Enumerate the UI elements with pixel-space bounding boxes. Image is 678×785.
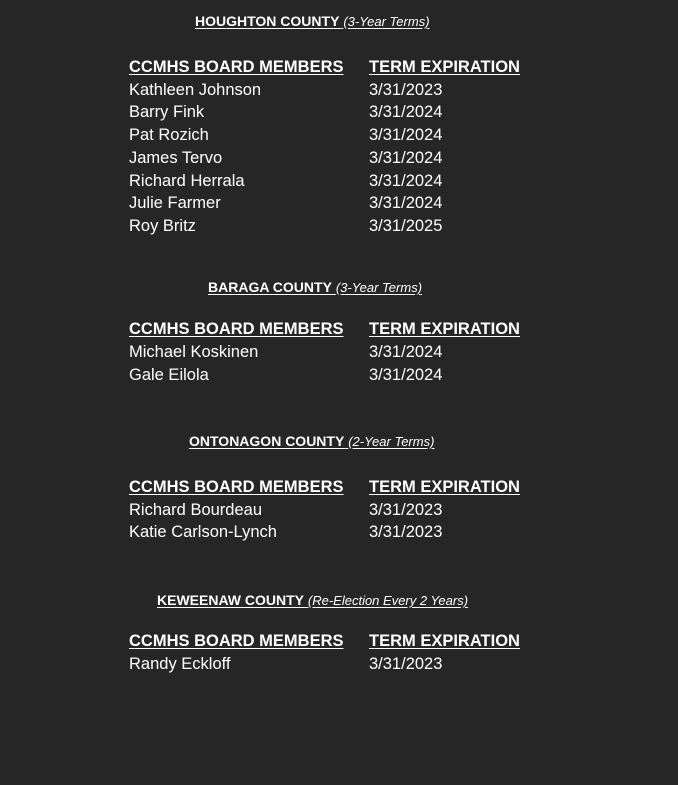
member-row <box>129 170 549 193</box>
member-expiration: 3/31/2024 <box>369 126 443 144</box>
member-expiration: 3/31/2023 <box>369 523 443 541</box>
member-expiration: 3/31/2023 <box>369 655 443 673</box>
member-row <box>129 215 549 238</box>
county-name: BARAGA COUNTY <box>208 279 332 295</box>
member-name: Michael Koskinen <box>129 343 259 361</box>
member-name: James Tervo <box>129 149 223 167</box>
member-row <box>129 192 549 215</box>
member-expiration: 3/31/2024 <box>369 172 443 190</box>
member-expiration: 3/31/2024 <box>369 149 443 167</box>
county-title <box>195 12 430 31</box>
expiration-header: TERM EXPIRATION <box>369 58 520 76</box>
county-title <box>189 432 434 451</box>
table-header <box>129 476 549 499</box>
member-row <box>129 341 549 364</box>
member-row <box>129 147 549 170</box>
table-header <box>129 630 549 653</box>
county-name: KEWEENAW COUNTY <box>157 592 304 608</box>
member-name: Roy Britz <box>129 217 196 235</box>
member-name: Richard Bourdeau <box>129 501 262 519</box>
member-name: Gale Eilola <box>129 366 209 384</box>
members-header: CCMHS BOARD MEMBERS <box>129 632 344 650</box>
member-row <box>129 79 549 102</box>
member-name: Richard Herrala <box>129 172 245 190</box>
member-row <box>129 101 549 124</box>
member-row <box>129 124 549 147</box>
county-term: (3-Year Terms) <box>335 280 423 295</box>
expiration-header: TERM EXPIRATION <box>369 632 520 650</box>
member-expiration: 3/31/2024 <box>369 194 443 212</box>
county-term: (2-Year Terms) <box>348 434 435 449</box>
members-header: CCMHS BOARD MEMBERS <box>129 58 344 76</box>
county-term: (3-Year Terms) <box>343 14 430 29</box>
expiration-header: TERM EXPIRATION <box>369 320 520 338</box>
member-row <box>129 364 549 387</box>
member-name: Katie Carlson-Lynch <box>129 523 277 541</box>
county-term: (Re-Election Every 2 Years) <box>307 593 469 608</box>
member-expiration: 3/31/2024 <box>369 366 443 384</box>
member-name: Barry Fink <box>129 103 205 121</box>
county-name: ONTONAGON COUNTY <box>189 433 345 449</box>
member-name: Pat Rozich <box>129 126 209 144</box>
county-name: HOUGHTON COUNTY <box>195 13 340 29</box>
expiration-header: TERM EXPIRATION <box>369 478 520 496</box>
table-header <box>129 56 549 79</box>
member-row <box>129 499 549 522</box>
member-expiration: 3/31/2023 <box>369 501 443 519</box>
members-header: CCMHS BOARD MEMBERS <box>129 320 344 338</box>
member-expiration: 3/31/2023 <box>369 81 443 99</box>
county-title <box>208 278 422 297</box>
member-name: Julie Farmer <box>129 194 221 212</box>
member-name: Randy Eckloff <box>129 655 231 673</box>
member-expiration: 3/31/2025 <box>369 217 443 235</box>
member-row <box>129 653 549 676</box>
county-title <box>157 591 468 610</box>
table-header <box>129 318 549 341</box>
member-expiration: 3/31/2024 <box>369 343 443 361</box>
member-row <box>129 521 549 544</box>
member-expiration: 3/31/2024 <box>369 103 443 121</box>
members-header: CCMHS BOARD MEMBERS <box>129 478 344 496</box>
member-name: Kathleen Johnson <box>129 81 262 99</box>
